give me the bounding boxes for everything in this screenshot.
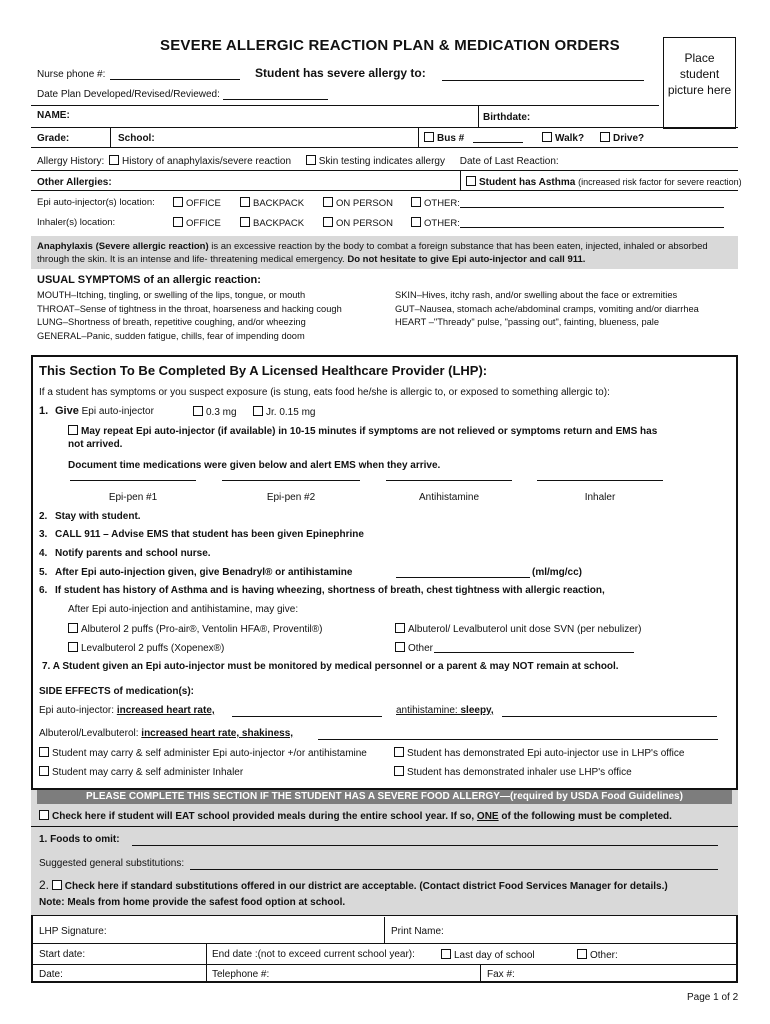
anaphylaxis-history-checkbox[interactable] [109, 155, 119, 165]
date-label[interactable]: Date: [39, 969, 63, 980]
other-med-checkbox[interactable] [395, 642, 405, 652]
inhaler-time-field[interactable] [537, 479, 663, 481]
walk-checkbox[interactable] [542, 132, 552, 142]
nurse-phone-field[interactable] [110, 68, 240, 80]
epi-loc-office[interactable]: OFFICE [173, 197, 221, 209]
name-label: NAME: [37, 110, 70, 121]
epi-other-checkbox[interactable] [411, 197, 421, 207]
page-title: SEVERE ALLERGIC REACTION PLAN & MEDICATION ORDERS [160, 37, 620, 54]
nurse-phone-label: Nurse phone #: [37, 69, 106, 80]
standard-substitutions-checkbox[interactable] [52, 880, 62, 890]
asthma-option[interactable]: Student has Asthma (increased risk factor for severe reaction) [466, 176, 742, 188]
symptom-heart: HEART –"Thready" pulse, "passing out", fainting, blueness, pale [395, 317, 660, 327]
bus-checkbox[interactable] [424, 132, 434, 142]
side-effect-antihistamine: antihistamine: sleepy, [396, 705, 494, 716]
lhp-heading: This Section To Be Completed By A Licensed Healthcare Provider (LHP): [39, 363, 488, 378]
other-end-option[interactable]: Other: [577, 949, 618, 961]
carry-inhaler-checkbox[interactable] [39, 766, 49, 776]
birthdate-label: Birthdate: [483, 112, 531, 123]
side-effect-albuterol: Albuterol/Levalbuterol: increased heart rate, shakiness, [39, 728, 294, 739]
inhaler-backpack-checkbox[interactable] [240, 217, 250, 227]
epi-person-checkbox[interactable] [323, 197, 333, 207]
step-3: 3. CALL 911 – Advise EMS that student has been given Epinephrine [39, 529, 364, 540]
step5-unit: (ml/mg/cc) [532, 567, 583, 578]
symptom-skin: SKIN–Hives, itchy rash, and/or swelling about the face or extremities [395, 290, 678, 300]
albuterol-checkbox[interactable] [68, 623, 78, 633]
other-end-checkbox[interactable] [577, 949, 587, 959]
end-date-label: End date :(not to exceed current school year): [212, 949, 415, 960]
epi-location-label: Epi auto-injector(s) location: [37, 197, 155, 208]
eat-school-meals-checkbox[interactable] [39, 810, 49, 820]
med-col-inhaler: Inhaler [584, 492, 616, 503]
lhp-intro: If a student has symptoms or you suspect exposure (is stung, eats food he/she is allergic to, or exposed to something allergic to): [39, 387, 610, 398]
step-5: 5. After Epi auto-injection given, give Benadryl® or antihistamine [39, 567, 353, 578]
anaphylaxis-text: Anaphylaxis (Severe allergic reaction) is an excessive reaction by the body to combat a foreign substance that has been eaten, injected, inhaled or absorbed through the skin. It is an intense and life- threatening medical emergency. Do not hesitate to give Epi auto-injector and call 911. [37, 241, 708, 265]
step-7: 7. A Student given an Epi auto-injector must be monitored by medical personnel or a parent & may NOT remain at school. [42, 661, 619, 672]
med-col-epipen2: Epi-pen #2 [266, 492, 316, 503]
foods-omit-label: 1. Foods to omit: [39, 834, 120, 845]
other-allergies-label: Other Allergies: [37, 177, 112, 188]
symptoms-left-list [37, 289, 342, 343]
date-plan-field[interactable] [223, 88, 328, 100]
dose-015-checkbox[interactable] [253, 406, 263, 416]
symptom-throat: THROAT–Sense of tightness in the throat, hoarseness and hacking cough [37, 303, 342, 314]
epi-backpack-checkbox[interactable] [240, 197, 250, 207]
epipen2-time-field[interactable] [222, 479, 360, 481]
document-time-line: Document time medications were given below and alert EMS when they arrive. [68, 460, 441, 471]
med-col-antihistamine: Antihistamine [418, 492, 480, 503]
repeat-epi-checkbox[interactable] [68, 425, 78, 435]
eat-school-meals-option[interactable]: Check here if student will EAT school provided meals during the entire school year. If so, ONE of the following must be completed. [39, 810, 672, 822]
food-allergy-heading: PLEASE COMPLETE THIS SECTION IF THE STUDENT HAS A SEVERE FOOD ALLERGY—(required by USDA Food Guidelines) [37, 790, 732, 804]
epipen1-time-field[interactable] [70, 479, 196, 481]
food-note: Note: Meals from home provide the safest food option at school. [39, 897, 346, 908]
bus-option[interactable]: Bus # [424, 132, 464, 144]
substitutions-label: Suggested general substitutions: [39, 858, 185, 869]
fax-label[interactable]: Fax #: [487, 969, 515, 980]
page-number: Page 1 of 2 [687, 992, 739, 1003]
symptom-mouth: MOUTH–Itching, tingling, or swelling of the lips, tongue, or mouth [37, 290, 306, 300]
telephone-label[interactable]: Telephone #: [212, 969, 270, 980]
print-name-label[interactable]: Print Name: [391, 926, 444, 937]
bus-number-field[interactable] [473, 132, 523, 143]
date-plan-label: Date Plan Developed/Revised/Reviewed: [37, 89, 220, 100]
step-6: 6. If student has history of Asthma and is having wheezing, shortness of breath, chest tightness with allergic reaction, [39, 585, 605, 596]
demo-epi-checkbox[interactable] [394, 747, 404, 757]
asthma-checkbox[interactable] [466, 176, 476, 186]
student-allergy-field[interactable] [442, 68, 644, 81]
albuterol-option[interactable]: Albuterol 2 puffs (Pro-air®, Ventolin HFA®, Proventil®) [68, 623, 322, 635]
svn-checkbox[interactable] [395, 623, 405, 633]
other-med-option[interactable]: Other [395, 642, 433, 654]
drive-option[interactable]: Drive? [600, 132, 644, 144]
start-date-label[interactable]: Start date: [39, 949, 86, 960]
demo-epi-option[interactable]: Student has demonstrated Epi auto-injector use in LHP's office [394, 747, 684, 759]
foods-omit-field[interactable] [132, 835, 718, 846]
walk-option[interactable]: Walk? [542, 132, 584, 144]
standard-substitutions-option[interactable]: 2. Check here if standard substitutions offered in our district are acceptable. (Contact district Food Services Manager for details.) [39, 878, 668, 892]
symptom-gut: GUT–Nausea, stomach ache/abdominal cramps, vomiting and/or diarrhea [395, 303, 699, 314]
other-med-field[interactable] [434, 641, 634, 653]
dose-03-option[interactable]: 0.3 mg [193, 406, 237, 418]
antihistamine-time-field[interactable] [386, 479, 512, 481]
allergy-history-row: Allergy History: History of anaphylaxis/severe reaction Skin testing indicates allergy Date of Last Reaction: [37, 156, 559, 167]
side-effect-albuterol-field[interactable] [318, 728, 718, 740]
inhaler-loc-person[interactable]: ON PERSON [323, 217, 393, 229]
med-col-epipen1: Epi-pen #1 [108, 492, 158, 503]
student-allergy-label: Student has severe allergy to: [255, 66, 426, 80]
substitutions-field[interactable] [190, 858, 718, 870]
carry-inhaler-option[interactable]: Student may carry & self administer Inhaler [39, 766, 243, 778]
epi-other-field[interactable] [460, 196, 724, 208]
inhaler-person-checkbox[interactable] [323, 217, 333, 227]
step-1: 1. Give Epi auto-injector [39, 405, 154, 417]
levalbuterol-option[interactable]: Levalbuterol 2 puffs (Xopenex®) [68, 642, 224, 654]
epi-loc-backpack[interactable]: BACKPACK [240, 197, 304, 209]
dose-03-checkbox[interactable] [193, 406, 203, 416]
inhaler-loc-backpack[interactable]: BACKPACK [240, 217, 304, 229]
drive-checkbox[interactable] [600, 132, 610, 142]
side-effect-epi-field[interactable] [232, 705, 382, 717]
skin-testing-checkbox[interactable] [306, 155, 316, 165]
after-epi-text: After Epi auto-injection and antihistamine, may give: [68, 604, 299, 615]
inhaler-other-checkbox[interactable] [411, 217, 421, 227]
inhaler-location-label: Inhaler(s) location: [37, 217, 116, 228]
epi-loc-other[interactable]: OTHER: [411, 197, 460, 209]
levalbuterol-checkbox[interactable] [68, 642, 78, 652]
grade-label: Grade: [37, 133, 70, 144]
symptoms-right-list [395, 289, 699, 330]
inhaler-loc-office[interactable]: OFFICE [173, 217, 221, 229]
school-label: School: [118, 133, 155, 144]
side-effect-antihistamine-field[interactable] [502, 705, 717, 717]
epi-loc-person[interactable]: ON PERSON [323, 197, 393, 209]
inhaler-loc-other[interactable]: OTHER: [411, 217, 460, 229]
step-2: 2. Stay with student. [39, 511, 141, 522]
repeat-epi-option[interactable]: May repeat Epi auto-injector (if available) in 10-15 minutes if symptoms are not relieved or symptoms return and EMS has not arrived. [68, 426, 658, 450]
inhaler-other-field[interactable] [460, 216, 724, 228]
step-4: 4. Notify parents and school nurse. [39, 548, 211, 559]
side-effect-epi: Epi auto-injector: increased heart rate, [39, 705, 215, 716]
side-effects-heading: SIDE EFFECTS of medication(s): [39, 686, 195, 697]
demo-inhaler-option[interactable]: Student has demonstrated inhaler use LHP's office [394, 766, 632, 778]
carry-epi-option[interactable]: Student may carry & self administer Epi auto-injector +/or antihistamine [39, 747, 367, 759]
symptom-lung: LUNG–Shortness of breath, repetitive coughing, and/or wheezing [37, 317, 306, 327]
last-day-option[interactable]: Last day of school [441, 949, 535, 961]
inhaler-office-checkbox[interactable] [173, 217, 183, 227]
last-day-checkbox[interactable] [441, 949, 451, 959]
epi-office-checkbox[interactable] [173, 197, 183, 207]
antihistamine-dose-field[interactable] [396, 566, 530, 578]
symptom-general: GENERAL–Panic, sudden fatigue, chills, fear of impending doom [37, 330, 305, 341]
svn-option[interactable]: Albuterol/ Levalbuterol unit dose SVN (per nebulizer) [395, 623, 641, 635]
demo-inhaler-checkbox[interactable] [394, 766, 404, 776]
carry-epi-checkbox[interactable] [39, 747, 49, 757]
lhp-signature-label[interactable]: LHP Signature: [39, 926, 107, 937]
symptoms-heading: USUAL SYMPTOMS of an allergic reaction: [37, 274, 261, 286]
student-photo-placeholder[interactable]: Place student picture here [663, 37, 736, 129]
dose-015-option[interactable]: Jr. 0.15 mg [253, 406, 315, 418]
